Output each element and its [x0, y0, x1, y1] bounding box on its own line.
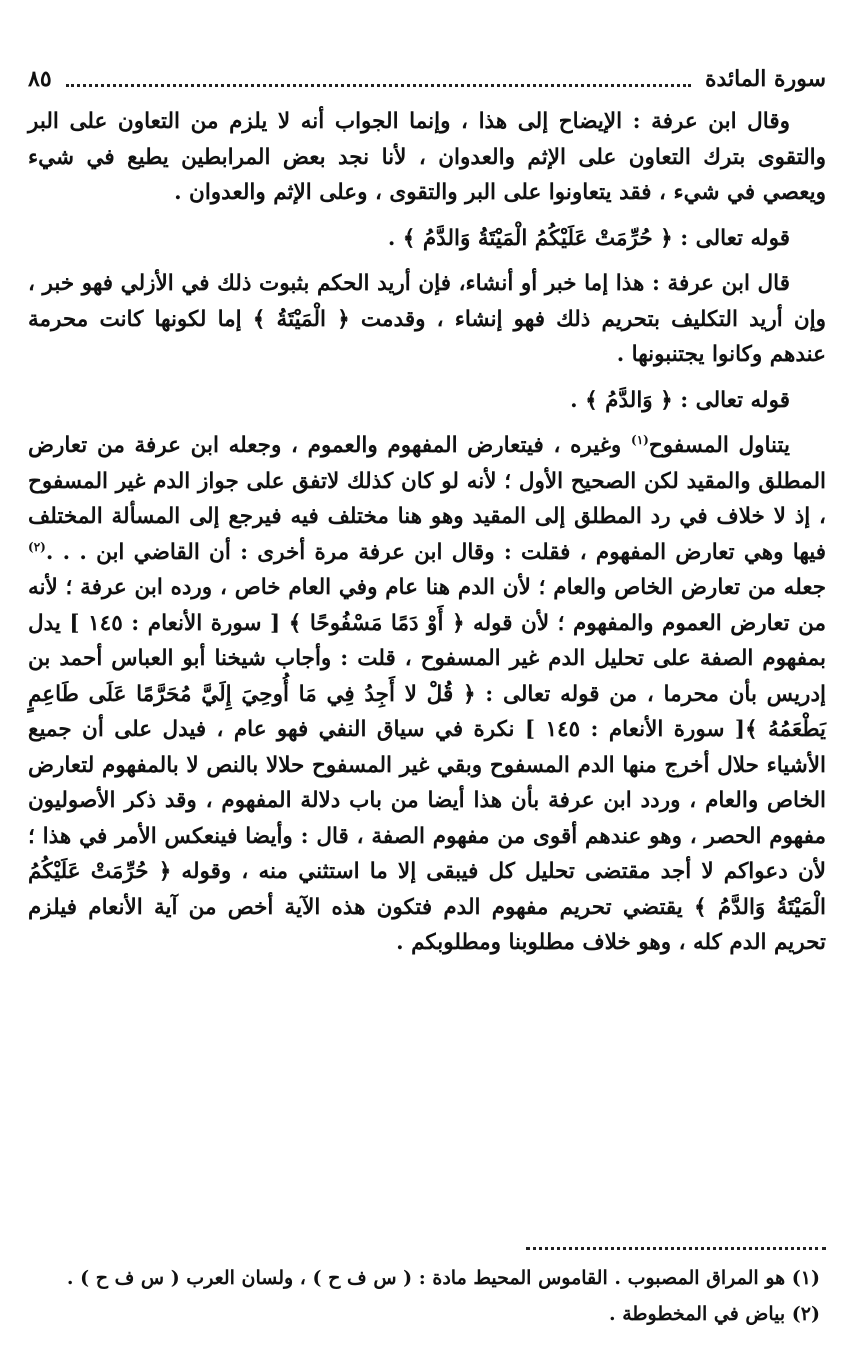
- header-dotted-leader: [66, 84, 691, 87]
- footnote-item: (١) هو المراق المصبوب . القاموس المحيط مادة : ( س ف ح ) ، ولسان العرب ( س ف ح ) .: [66, 1267, 820, 1289]
- footnote-item: (٢) بياض في المخطوطة .: [608, 1303, 820, 1325]
- paragraph: وقال ابن عرفة : الإيضاح إلى هذا ، وإنما الجواب أنه لا يلزم من التعاون على البر والتقوى بترك التعاون على الإثم والعدوان ، لأنا نجد بعض المرابطين يطيع في شيء ويعصي في شيء ، فقد يتعاونوا على البر والتقوى ، وعلى الإثم والعدوان .: [28, 109, 826, 205]
- page-header: [28, 62, 826, 96]
- main-text: [28, 104, 826, 971]
- paragraph: قال ابن عرفة : هذا إما خبر أو أنشاء، فإن أريد الحكم بثبوت ذلك في الأزلي فهو خبر ، وإن أريد التكليف بتحريم ذلك فهو إنشاء ، وقدمت ﴿ الْمَيْتَةُ ﴾ إما لكونها كانت محرمة عندهم وكانوا يجتنبونها .: [28, 271, 826, 367]
- paragraph-text: جعله من تعارض الخاص والعام ؛ لأن الدم هنا عام وفي العام خاص ، ورده ابن عرفة ؛ لأنه من تعارض العموم والمفهوم ؛ لأن قوله ﴿ أَوْ دَمًا مَسْفُوحًا ﴾ [ سورة الأنعام : ١٤٥ ] يدل بمفهوم الصفة على تحليل الدم غير المسفوح ، قلت : وأجاب شيخنا أبو العباس أحمد بن إدريس بأن محرما ، من قوله تعالى : ﴿ قُلْ لا أَجِدُ فِي مَا أُوحِيَ إِلَيَّ مُحَرَّمًا عَلَى طَاعِمٍ يَطْعَمُهُ ﴾[ سورة الأنعام : ١٤٥ ] نكرة في سياق النفي فهو عام ، فيدل على أن جميع الأشياء حلال أخرج منها الدم المسفوح وبقي غير المسفوح حلالا بالنص لا بالمفهوم لتعارض الخاص والعام ، وردد ابن عرفة بأن هذا أيضا من باب دلالة المفهوم ، وقد ذكر الأصوليون مفهوم الحصر ، وهو عندهم أقوى من مفهوم الصفة ، قال : وأيضا فينعكس الأمر في هذا ؛ لأن دعواكم لا أجد مقتضى تحليل كل فيبقى إلا ما استثني منه ، وقوله ﴿ حُرِّمَتْ عَلَيْكُمُ الْمَيْتَةُ وَالدَّمُ ﴾ يقتضي تحريم مفهوم الدم فتكون هذه الآية أخص من آية الأنعام فيلزم تحريم الدم كله ، وهو خلاف مطلوبنا ومطلوبكم .: [28, 575, 826, 955]
- surah-title: سورة المائدة: [704, 66, 826, 92]
- verse-heading: قوله تعالى : ﴿ حُرِّمَتْ عَلَيْكُمُ الْمَيْتَةُ وَالدَّمُ ﴾ .: [387, 225, 790, 251]
- page-number: ٨٥: [28, 66, 52, 92]
- footnote-ref: (٢): [28, 539, 46, 554]
- paragraph-text: يتناول المسفوح: [648, 433, 791, 458]
- verse-heading: قوله تعالى : ﴿ وَالدَّمُ ﴾ .: [570, 387, 790, 413]
- paragraph-text: وغيره ، فيتعارض المفهوم والعموم ، وجعله ابن عرفة من تعارض المطلق والمقيد لكن الصحيح الأول ؛ لأنه لو كان كذلك لاتفق على جواز الدم غير المسفوح ، إذ لا خلاف في رد المطلق إلى المقيد وهو هنا مختلف فيه فيرجع إلى المسألة المختلف فيها وهي تعارض المفهوم ، فقلت : وقال ابن عرفة مرة أخرى : أن القاضي ابن . . .: [28, 433, 826, 565]
- commentary-paragraph: [28, 428, 826, 961]
- footnote-separator: [526, 1247, 826, 1250]
- footnote-ref: (١): [631, 432, 649, 447]
- footnotes: [28, 1260, 826, 1332]
